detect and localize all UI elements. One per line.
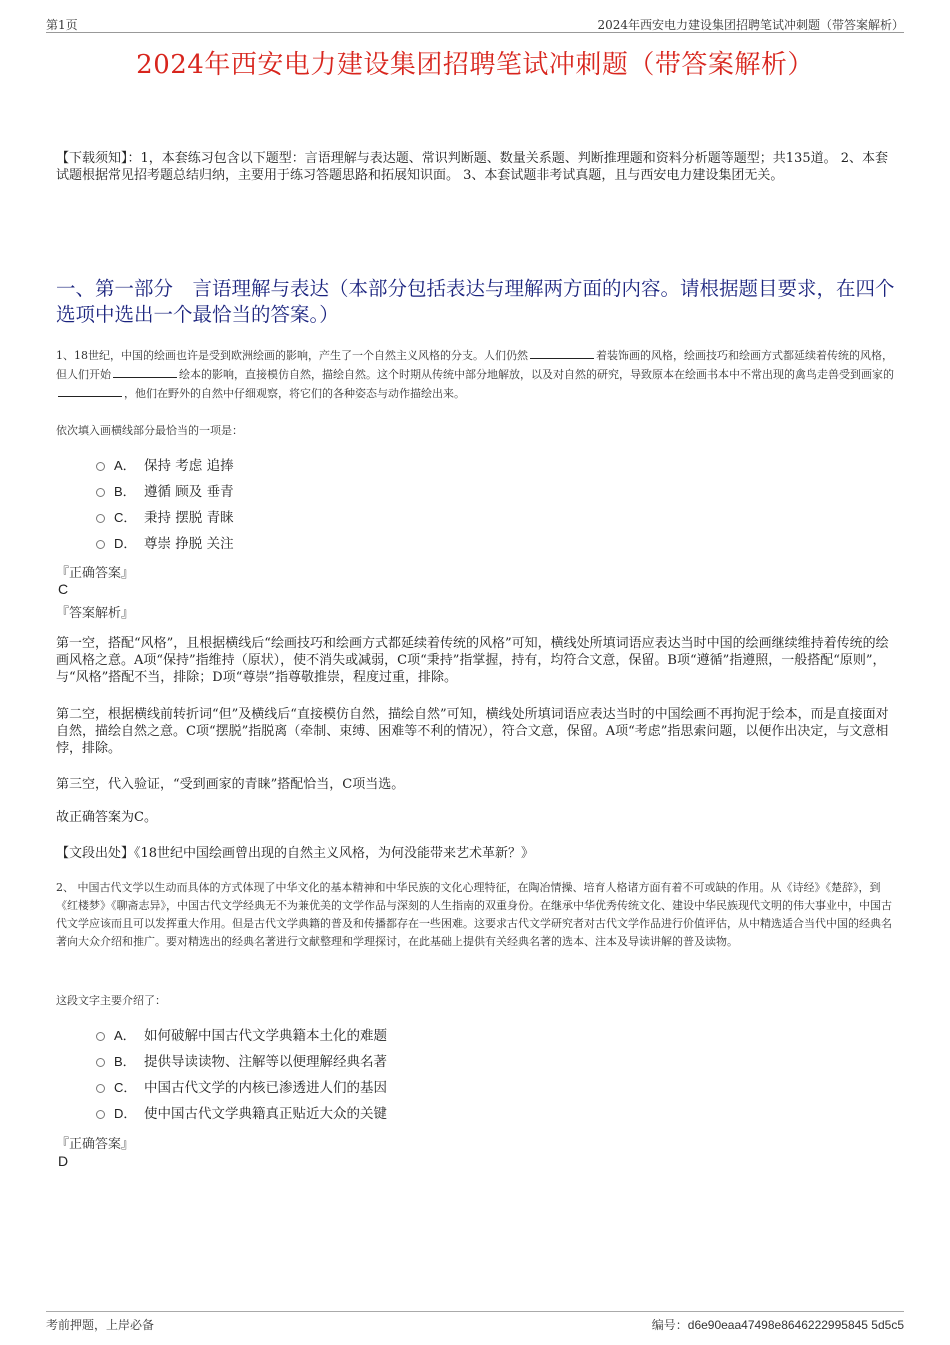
analysis-conclusion: 故正确答案为C。: [56, 810, 157, 825]
option-a[interactable]: A． 如何破解中国古代文学典籍本土化的难题: [96, 1023, 696, 1049]
question-2-options: [96, 1023, 696, 1127]
question-2-stem: 2、 中国古代文学以生动而具体的方式体现了中华文化的基本精神和中华民族的文化心理特征，在陶冶情操、培育人格诸方面有着不可或缺的作用。从《诗经》《楚辞》，到《红楼梦》《聊斋志异》，中国古代文学经典无不为兼优美的文学作品与深刻的人生指南的双重身份。在继承中华优秀传统文化、建设中华民族现代文明的伟大事业中，中国古代文学应该而且可以发挥重大作用。但是古代文学典籍的普及和传播都存在一些困难。这要求古代文学研究者对古代文学作品进行价值评估，从中精选适合当代中国的经典名著向大众介绍和推广。要对精选出的经典名著进行文献整理和学理探讨，在此基础上提供有关经典名著的选本、注本及导读讲解的普及读物。: [56, 881, 892, 948]
blank-2: [113, 365, 177, 378]
page-footer: [46, 1311, 904, 1332]
radio-icon[interactable]: [96, 462, 105, 471]
option-b[interactable]: B． 提供导读读物、注解等以便理解经典名著: [96, 1049, 696, 1075]
option-d[interactable]: D． 使中国古代文学典籍真正贴近大众的关键: [96, 1101, 696, 1127]
blank-1: [530, 346, 594, 359]
radio-icon[interactable]: [96, 1110, 105, 1119]
header-doc-title: 2024年西安电力建设集团招聘笔试冲刺题（带答案解析）: [597, 18, 904, 32]
source-citation: 【文段出处】《18世纪中国绘画曾出现的自然主义风格，为何没能带来艺术革新？》: [56, 846, 535, 861]
document-code: 编号：d6e90eaa47498e8646222995845 5d5c5: [651, 1318, 904, 1332]
radio-icon[interactable]: [96, 1084, 105, 1093]
option-d[interactable]: D． 尊崇 挣脱 关注: [96, 531, 696, 557]
correct-answer-label: 『正确答案』: [56, 566, 135, 581]
correct-answer: D: [58, 1153, 69, 1169]
page-header: [46, 14, 904, 33]
radio-icon[interactable]: [96, 1058, 105, 1067]
radio-icon[interactable]: [96, 540, 105, 549]
question-1-stem: 1、18世纪，中国的绘画也许是受到欧洲绘画的影响，产生了一个自然主义风格的分支。人们仍然 着装饰画的风格，绘画技巧和绘画方式都延续着传统的风格，但人们开始 绘本的影响，直接模仿自然，描绘自然。这个时期从传统中部分地解放，以及对自然的研究，导致原本在绘画书本中不常出现的禽鸟走兽受到画家的，他们在野外的自然中仔细观察，将它们的各种姿态与动作描绘出来。: [56, 346, 898, 403]
analysis-paragraph: 第二空，根据横线前转折词“但”及横线后“直接模仿自然，描绘自然”可知，横线处所填词语应表达当时的中国绘画不再拘泥于绘本，而是直接面对自然，描绘自然之意。C项“摆脱”指脱离（牵制、束缚、困难等不利的情况），符合文意，保留。A项“考虑”指思索问题，以便作出决定，与文意相悖，排除。: [56, 707, 889, 756]
radio-icon[interactable]: [96, 514, 105, 523]
correct-answer-label: 『正确答案』: [56, 1137, 135, 1152]
section-title: 一、第一部分 言语理解与表达（本部分包括表达与理解两方面的内容。请根据题目要求，在四个选项中选出一个最恰当的答案。）: [56, 277, 895, 326]
analysis-paragraph: 第一空，搭配“风格”，且根据横线后“绘画技巧和绘画方式都延续着传统的风格”可知，横线处所填词语应表达当时中国的绘画继续维持着传统的绘画风格之意。A项“保持”指维持（原状），使不消失或减弱，C项“秉持”指掌握，持有，均符合文意，保留。B项“遵循”指遵照，一般搭配“原则”，与“风格”搭配不当，排除；D项“尊崇”指尊敬推崇，程度过重，排除。: [56, 636, 889, 685]
option-c[interactable]: C． 中国古代文学的内核已渗透进人们的基因: [96, 1075, 696, 1101]
option-b[interactable]: B． 遵循 顾及 垂青: [96, 479, 696, 505]
question-1-prompt: 依次填入画横线部分最恰当的一项是：: [56, 424, 243, 437]
document-title: 2024年西安电力建设集团招聘笔试冲刺题（带答案解析）: [136, 50, 814, 80]
footer-slogan: 考前押题，上岸必备: [46, 1318, 155, 1332]
radio-icon[interactable]: [96, 1032, 105, 1041]
download-notice: 【下载须知】：1，本套练习包含以下题型：言语理解与表达题、常识判断题、数量关系题、判断推理题和资料分析题等题型；共135道。 2、本套试题根据常见招考题总结归纳，主要用于练习答题思路和拓展知识面。 3、本套试题非考试真题，且与西安电力建设集团无关。: [56, 151, 888, 183]
option-c[interactable]: C． 秉持 摆脱 青睐: [96, 505, 696, 531]
analysis-paragraph: 第三空，代入验证，“受到画家的青睐”搭配恰当，C项当选。: [56, 777, 405, 792]
page-number: 第1页: [46, 18, 78, 32]
question-2-prompt: 这段文字主要介绍了：: [56, 994, 166, 1007]
question-1-options: [96, 453, 696, 557]
correct-answer: C: [58, 581, 69, 597]
analysis-label: 『答案解析』: [56, 606, 135, 621]
blank-3: [58, 384, 122, 397]
option-a[interactable]: A． 保持 考虑 追捧: [96, 453, 696, 479]
radio-icon[interactable]: [96, 488, 105, 497]
